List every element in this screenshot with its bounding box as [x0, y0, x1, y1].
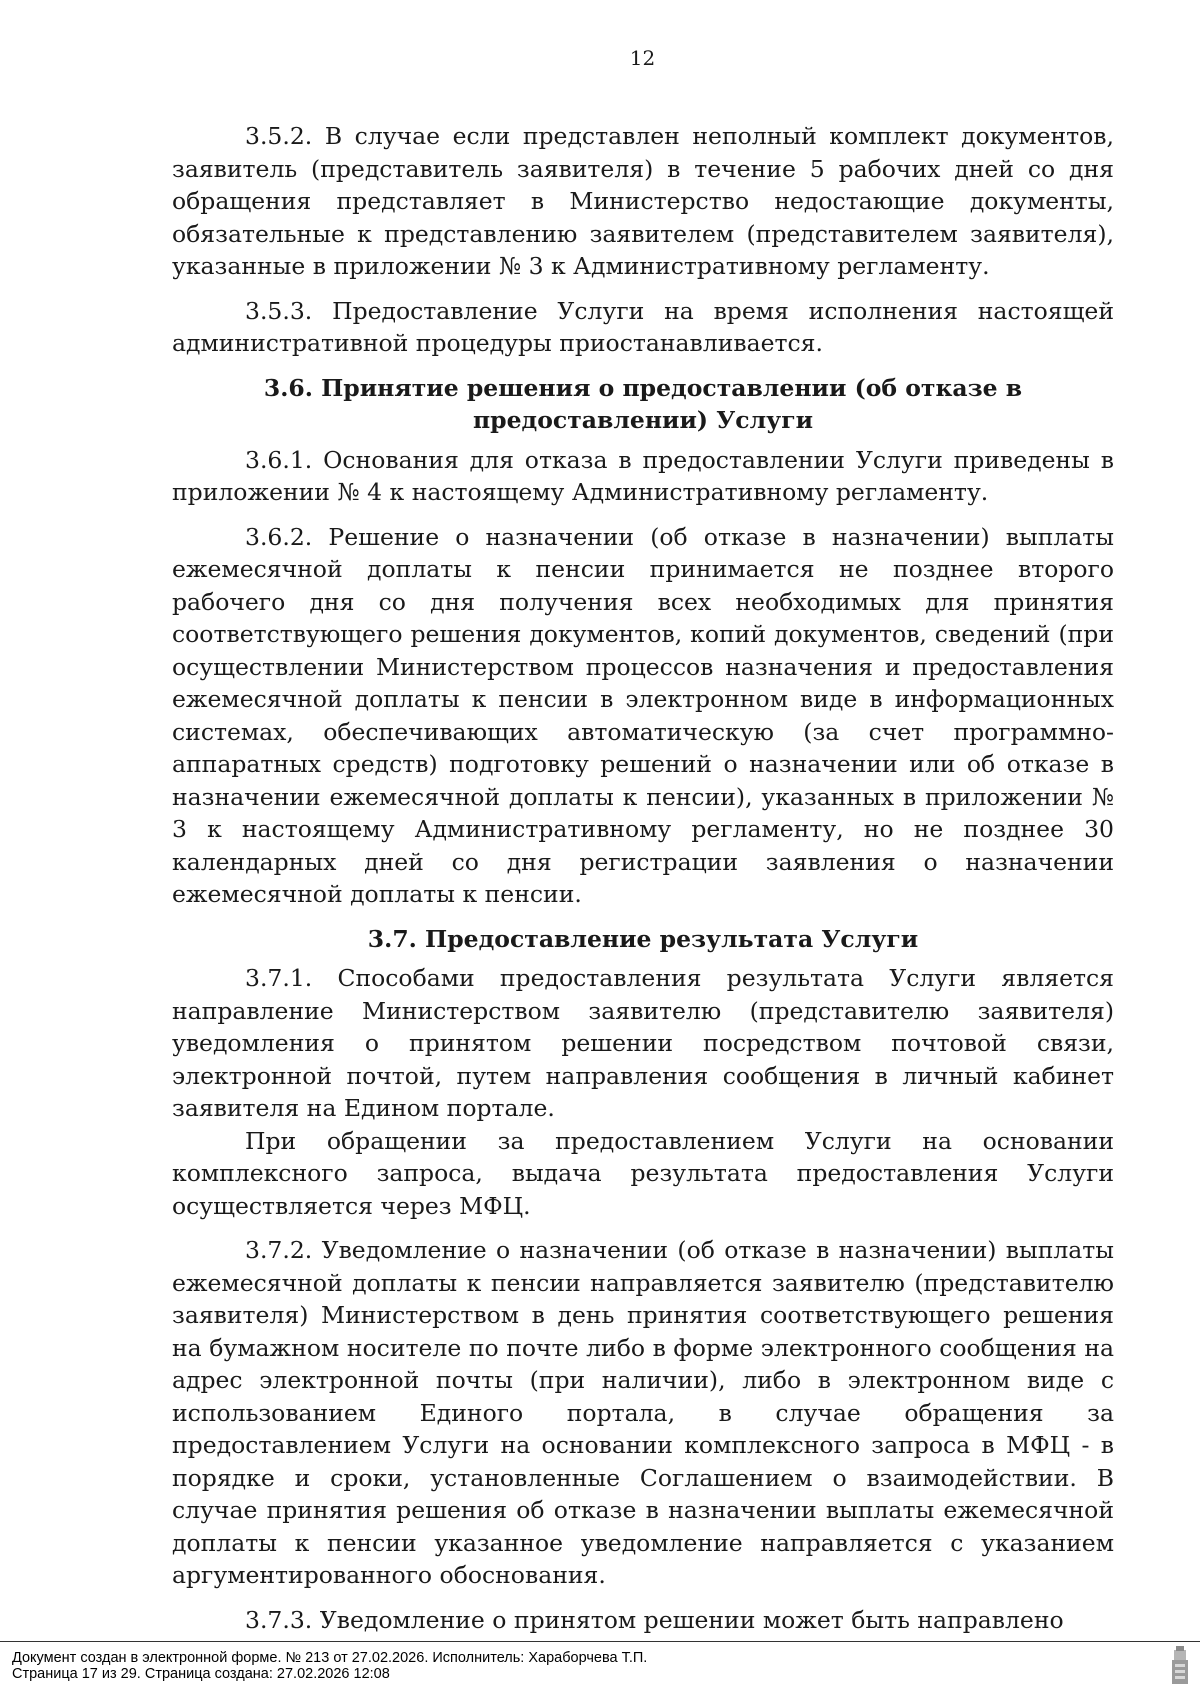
heading-3-6: 3.6. Принятие решения о предоставлении (об отказе в предоставлении) Услуги [263, 373, 1023, 434]
paragraph-3-5-3: 3.5.3. Предоставление Услуги на время исполнения настоящей административной процедуры приостанавливается. [172, 296, 1114, 357]
paragraph-3-7-1: 3.7.1. Способами предоставления результата Услуги является направление Министерством заявителю (представителю заявителя) уведомления о принятом решении посредством почтовой связи, электронной почтой, путем направления сообщения в личный кабинет заявителя на Едином портале. [172, 964, 1114, 1122]
footer-line-document: Документ создан в электронной форме. № 213 от 27.02.2026. Исполнитель: Хараборчева Т.П. [12, 1650, 648, 1666]
heading-3-7: 3.7. Предоставление результата Услуги [367, 924, 919, 953]
document-body [172, 120, 1114, 1648]
paragraph-3-6-1: 3.6.1. Основания для отказа в предоставлении Услуги приведены в приложении № 4 к настоящему Административному регламенту. [172, 445, 1114, 506]
page-number: 12 [629, 46, 656, 70]
paragraph-3-5-2: 3.5.2. В случае если представлен неполный комплект документов, заявитель (представитель заявителя) в течение 5 рабочих дней со дня обращения представляет в Министерство недостающие документы, обязательные к представлению заявителем (представителем заявителя), указанные в приложении № 3 к Административному регламенту. [172, 122, 1114, 280]
document-footer [0, 1641, 1200, 1682]
paragraph-3-7-2: 3.7.2. Уведомление о назначении (об отказе в назначении) выплаты ежемесячной доплаты к пенсии направляется заявителю (представителю заявителя) Министерством в день принятия соответствующего решения на бумажном носителе по почте либо в форме электронного сообщения на адрес электронной почты (при наличии), либо в электронном виде с использованием Единого портала, в случае обращения за предоставлением Услуги на основании комплексного запроса в МФЦ - в порядке и сроки, установленные Соглашением о взаимодействии. В случае принятия решения об отказе в назначении выплаты ежемесячной доплаты к пенсии указанное уведомление направляется с указанием аргументированного обоснования. [172, 1236, 1114, 1589]
footer-text [12, 1650, 647, 1682]
paragraph-3-7-1-complex-request: При обращении за предоставлением Услуги на основании комплексного запроса, выдача результата предоставления Услуги осуществляется через МФЦ. [172, 1126, 1114, 1220]
footer-line-page: Страница 17 из 29. Страница создана: 27.02.2026 12:08 [12, 1666, 390, 1682]
paragraph-3-6-2: 3.6.2. Решение о назначении (об отказе в назначении) выплаты ежемесячной доплаты к пенсии принимается не позднее второго рабочего дня со дня получения всех необходимых для принятия соответствующего решения документов, копий документов, сведений (при осуществлении Министерством процессов назначения и предоставления ежемесячной доплаты к пенсии в электронном виде в информационных системах, обеспечивающих автоматическую (за счет программно-аппаратных средств) подготовку решений о назначении или об отказе в назначении ежемесячной доплаты к пенсии), указанных в приложении № 3 к настоящему Административному регламенту, но не позднее 30 календарных дней со дня регистрации заявления о назначении ежемесячной доплаты к пенсии. [172, 522, 1114, 908]
paragraph-3-7-3: 3.7.3. Уведомление о принятом решении может быть направлено [245, 1605, 1064, 1634]
emblem-icon [1168, 1646, 1192, 1686]
